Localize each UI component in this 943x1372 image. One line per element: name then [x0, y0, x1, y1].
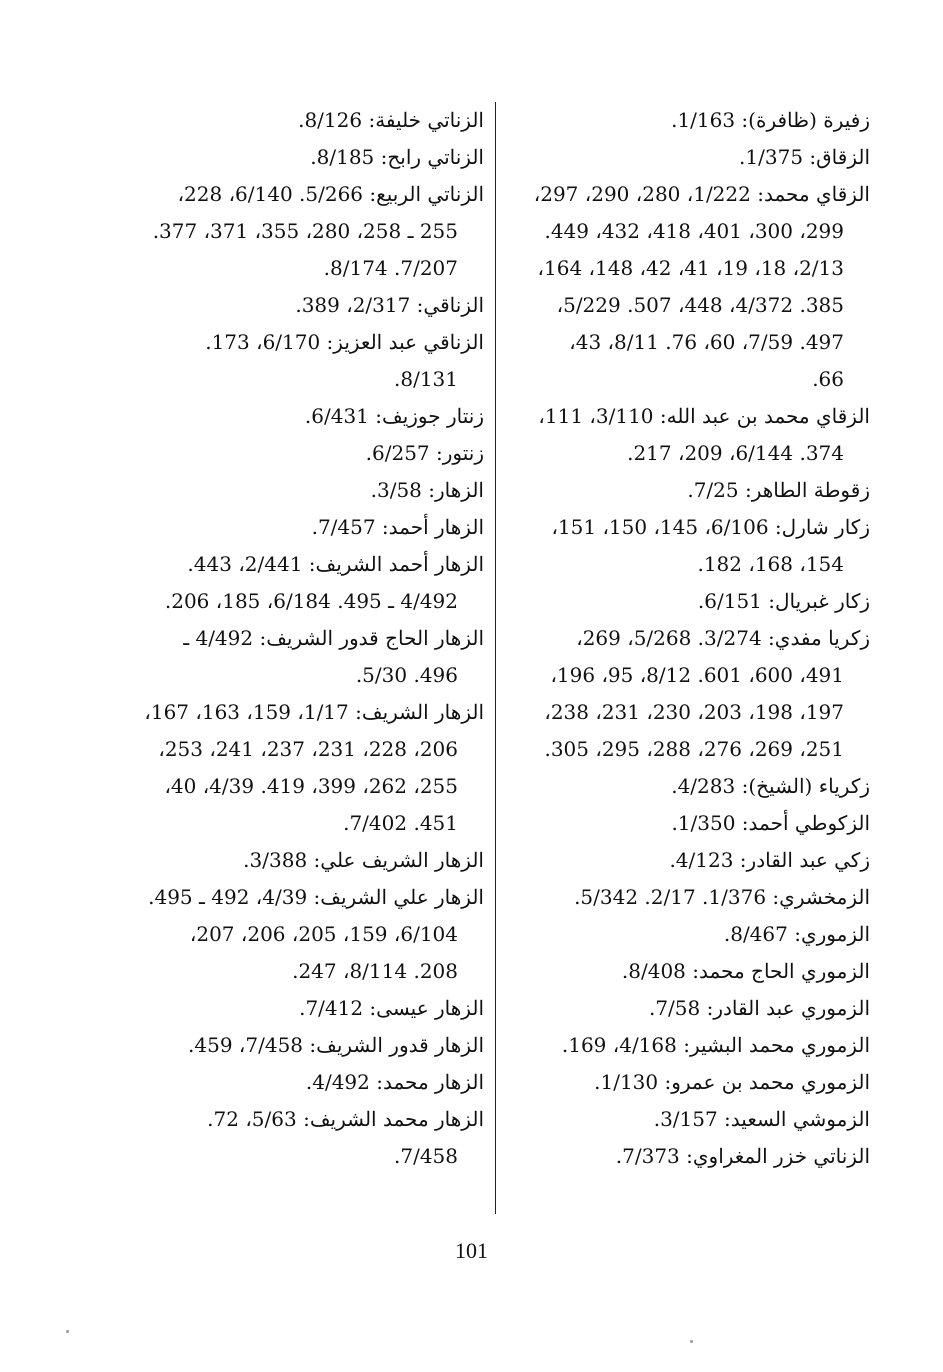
index-entry-line: الزهار محمد الشريف: 5/63، 72.	[207, 1107, 484, 1131]
index-entry	[110, 509, 484, 546]
index-entry-continuation: 154، 168، 182.	[697, 552, 844, 576]
index-entry	[503, 805, 870, 842]
index-entry	[110, 879, 484, 990]
index-entry-line: الزهار أحمد: 7/457.	[311, 515, 484, 539]
index-entry	[110, 176, 484, 287]
index-entry	[110, 842, 484, 879]
index-entry-continuation: 66.	[812, 367, 844, 391]
index-entry-line: زفيرة (ظافرة): 1/163.	[671, 108, 870, 132]
index-entry	[110, 139, 484, 176]
index-entry-continuation: 497. 7/59، 60، 76. 8/11، 43،	[569, 330, 844, 354]
index-entry-continuation: 491، 600، 601. 8/12، 95، 196،	[550, 663, 844, 687]
index-entry-line: الزموري الحاج محمد: 8/408.	[621, 959, 870, 983]
index-entry	[110, 694, 484, 842]
index-entry-line: الزهار علي الشريف: 4/39، 492 ـ 495.	[148, 885, 484, 909]
index-entry-continuation: 385. 4/372، 448، 507. 5/229،	[556, 293, 844, 317]
index-entry	[503, 583, 870, 620]
index-entry	[503, 509, 870, 583]
index-entry-continuation: 8/131.	[394, 367, 458, 391]
index-entry-line: الزهار: 3/58.	[370, 478, 484, 502]
index-column-left	[110, 102, 484, 1175]
index-entry	[503, 472, 870, 509]
index-entry	[503, 139, 870, 176]
scan-speck	[690, 1340, 693, 1343]
index-entry-line: الزموري: 8/467.	[723, 922, 870, 946]
index-entry	[503, 1064, 870, 1101]
index-entry	[110, 546, 484, 620]
index-entry	[503, 102, 870, 139]
index-entry	[503, 916, 870, 953]
index-entry	[110, 398, 484, 435]
index-entry	[110, 990, 484, 1027]
index-entry	[503, 879, 870, 916]
index-entry-line: الزهار محمد: 4/492.	[305, 1070, 484, 1094]
index-entry	[110, 102, 484, 139]
index-entry-continuation: 496. 5/30.	[355, 663, 458, 687]
index-entry-line: زكي عبد القادر: 4/123.	[669, 848, 870, 872]
column-divider	[495, 102, 496, 1214]
page-number: 101	[455, 1238, 488, 1263]
index-entry-line: الزموري عبد القادر: 7/58.	[648, 996, 870, 1020]
index-entry-line: الزهار أحمد الشريف: 2/441، 443.	[187, 552, 484, 576]
index-entry-continuation: 4/492 ـ 495. 6/184، 185، 206.	[164, 589, 458, 613]
index-entry	[110, 472, 484, 509]
index-entry-line: زكار شارل: 6/106، 145، 150، 151،	[551, 515, 870, 539]
index-entry-line: الزكوطي أحمد: 1/350.	[671, 811, 870, 835]
index-entry	[503, 842, 870, 879]
index-entry-line: زقوطة الطاهر: 7/25.	[687, 478, 870, 502]
index-entry-line: الزموري محمد البشير: 4/168، 169.	[561, 1033, 870, 1057]
index-entry-line: الزناقي عبد العزيز: 6/170، 173.	[205, 330, 484, 354]
index-entry-line: الزهار الشريف: 1/17، 159، 163، 167،	[144, 700, 484, 724]
index-entry-continuation: 299، 300، 401، 418، 432، 449.	[544, 219, 844, 243]
index-entry-line: زنتور: 6/257.	[365, 441, 484, 465]
index-entry	[503, 620, 870, 768]
index-entry	[110, 287, 484, 324]
index-column-right	[503, 102, 870, 1175]
index-entry-line: الزموري محمد بن عمرو: 1/130.	[594, 1070, 870, 1094]
index-entry-line: الزهار الشريف علي: 3/388.	[243, 848, 484, 872]
index-entry	[503, 990, 870, 1027]
index-entry	[503, 398, 870, 472]
index-entry-continuation: 7/207. 8/174.	[323, 256, 458, 280]
index-entry-continuation: 206، 228، 231، 237، 241، 253،	[158, 737, 458, 761]
index-entry-continuation: 7/458.	[394, 1144, 458, 1168]
index-entry-line: زكار غبريال: 6/151.	[697, 589, 870, 613]
scan-speck	[66, 1330, 69, 1333]
index-entry	[110, 1027, 484, 1064]
index-entry-line: زنتار جوزيف: 6/431.	[304, 404, 484, 428]
index-entry-continuation: 208. 8/114، 247.	[292, 959, 458, 983]
index-entry-line: الزموشي السعيد: 3/157.	[653, 1107, 870, 1131]
index-entry	[503, 953, 870, 990]
index-entry-line: الزناتي خليفة: 8/126.	[298, 108, 484, 132]
index-entry	[503, 176, 870, 398]
index-entry-line: الزمخشري: 1/376. 2/17. 5/342.	[574, 885, 870, 909]
index-entry	[110, 324, 484, 398]
index-entry-line: الزقاي محمد: 1/222، 280، 290، 297،	[533, 182, 870, 206]
index-entry-continuation: 255، 262، 399، 419. 4/39، 40،	[164, 774, 458, 798]
index-entry-line: الزناتي رابح: 8/185.	[310, 145, 484, 169]
index-entry-continuation: 255 ـ 258، 280، 355، 371، 377.	[152, 219, 458, 243]
index-entry-continuation: 197، 198، 203، 230، 231، 238،	[544, 700, 844, 724]
index-entry-line: الزناتي الربيع: 5/266. 6/140، 228،	[177, 182, 484, 206]
index-entry-line: الزقاي محمد بن عبد الله: 3/110، 111،	[538, 404, 870, 428]
index-entry-continuation: 374. 6/144، 209، 217.	[627, 441, 844, 465]
index-entry-line: الزهار قدور الشريف: 7/458، 459.	[188, 1033, 484, 1057]
index-entry	[110, 435, 484, 472]
index-entry	[503, 1027, 870, 1064]
index-entry	[503, 1101, 870, 1138]
index-entry-continuation: 451. 7/402.	[343, 811, 458, 835]
index-entry-line: زكريا مفدي: 3/274. 5/268، 269،	[576, 626, 870, 650]
index-entry-continuation: 2/13، 18، 19، 41، 42، 148، 164،	[537, 256, 844, 280]
index-entry-line: الزهار الحاج قدور الشريف: 4/492 ـ	[183, 626, 484, 650]
index-entry-continuation: 251، 269، 276، 288، 295، 305.	[544, 737, 844, 761]
index-entry-line: الزقاق: 1/375.	[739, 145, 870, 169]
index-entry-continuation: 6/104، 159، 205، 206، 207،	[189, 922, 458, 946]
index-entry	[503, 1138, 870, 1175]
index-entry	[110, 620, 484, 694]
index-entry	[110, 1064, 484, 1101]
index-entry-line: الزناقي: 2/317، 389.	[295, 293, 484, 317]
index-entry-line: الزهار عيسى: 7/412.	[299, 996, 484, 1020]
index-entry-line: الزناتي خزر المغراوي: 7/373.	[615, 1144, 870, 1168]
index-entry-line: زكرياء (الشيخ): 4/283.	[671, 774, 870, 798]
index-entry	[110, 1101, 484, 1175]
index-entry	[503, 768, 870, 805]
